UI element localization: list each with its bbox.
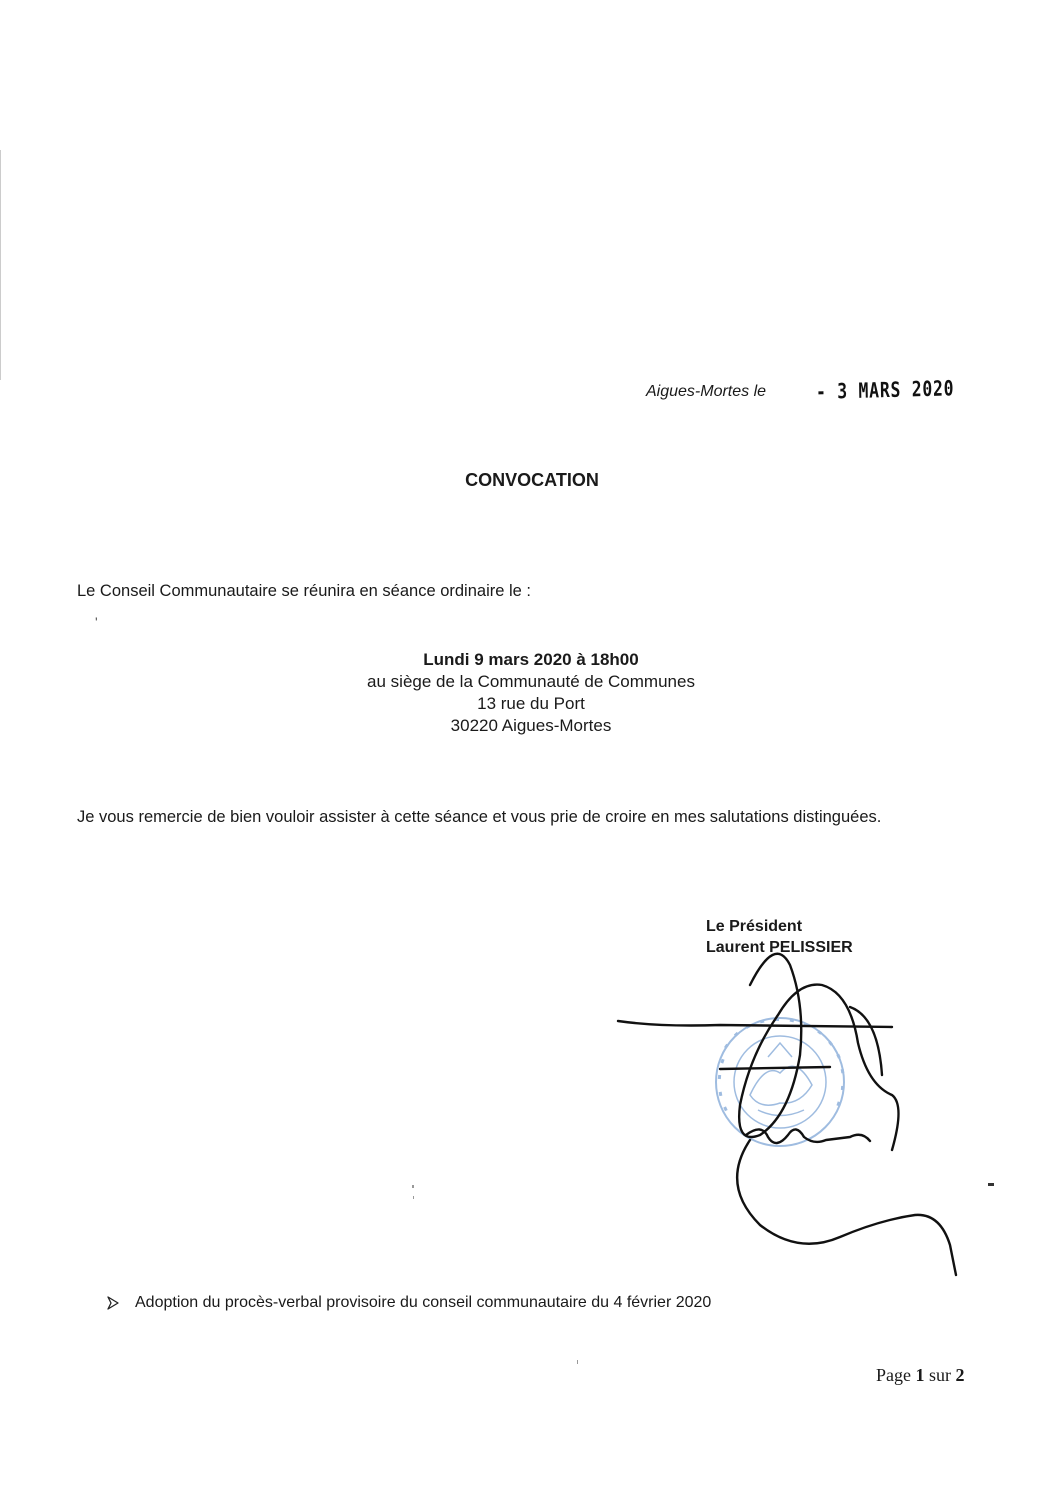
meeting-location: au siège de la Communauté de Communes	[367, 672, 695, 691]
signatory-role: Le Président	[706, 918, 803, 935]
scan-edge	[0, 150, 1, 380]
scan-speck	[988, 1183, 994, 1186]
agenda-item-text: Adoption du procès-verbal provisoire du conseil communautaire du 4 février 2020	[135, 1294, 712, 1311]
closing-paragraph: Je vous remercie de bien vouloir assister à cette séance et vous prie de croire en mes salutations distinguées.	[77, 808, 882, 826]
scan-mark: '	[95, 614, 98, 630]
meeting-details	[0, 649, 1058, 737]
scan-speck	[577, 1360, 578, 1364]
signature-and-seal	[600, 945, 1000, 1285]
date-stamp: - 3 MARS 2020	[815, 376, 955, 404]
official-seal-icon	[716, 1018, 844, 1146]
meeting-datetime: Lundi 9 mars 2020 à 18h00	[423, 650, 639, 669]
page-total: 2	[955, 1365, 965, 1385]
signatory-name: Laurent PELISSIER	[706, 939, 853, 956]
meeting-city: 30220 Aigues-Mortes	[450, 716, 612, 735]
page-word: Page	[876, 1365, 911, 1385]
intro-paragraph: Le Conseil Communautaire se réunira en séance ordinaire le :	[77, 582, 531, 600]
arrowhead-bullet-icon	[106, 1296, 120, 1310]
page-number	[876, 1365, 965, 1386]
agenda-list	[106, 1294, 711, 1312]
scan-speck	[413, 1196, 414, 1199]
page-title: CONVOCATION	[465, 470, 599, 490]
meeting-street: 13 rue du Port	[477, 694, 585, 713]
page-of: sur	[929, 1365, 951, 1385]
list-item	[106, 1294, 711, 1312]
scan-speck	[412, 1185, 414, 1188]
place-date-prefix: Aigues-Mortes le	[646, 383, 767, 400]
page-current: 1	[915, 1365, 925, 1385]
